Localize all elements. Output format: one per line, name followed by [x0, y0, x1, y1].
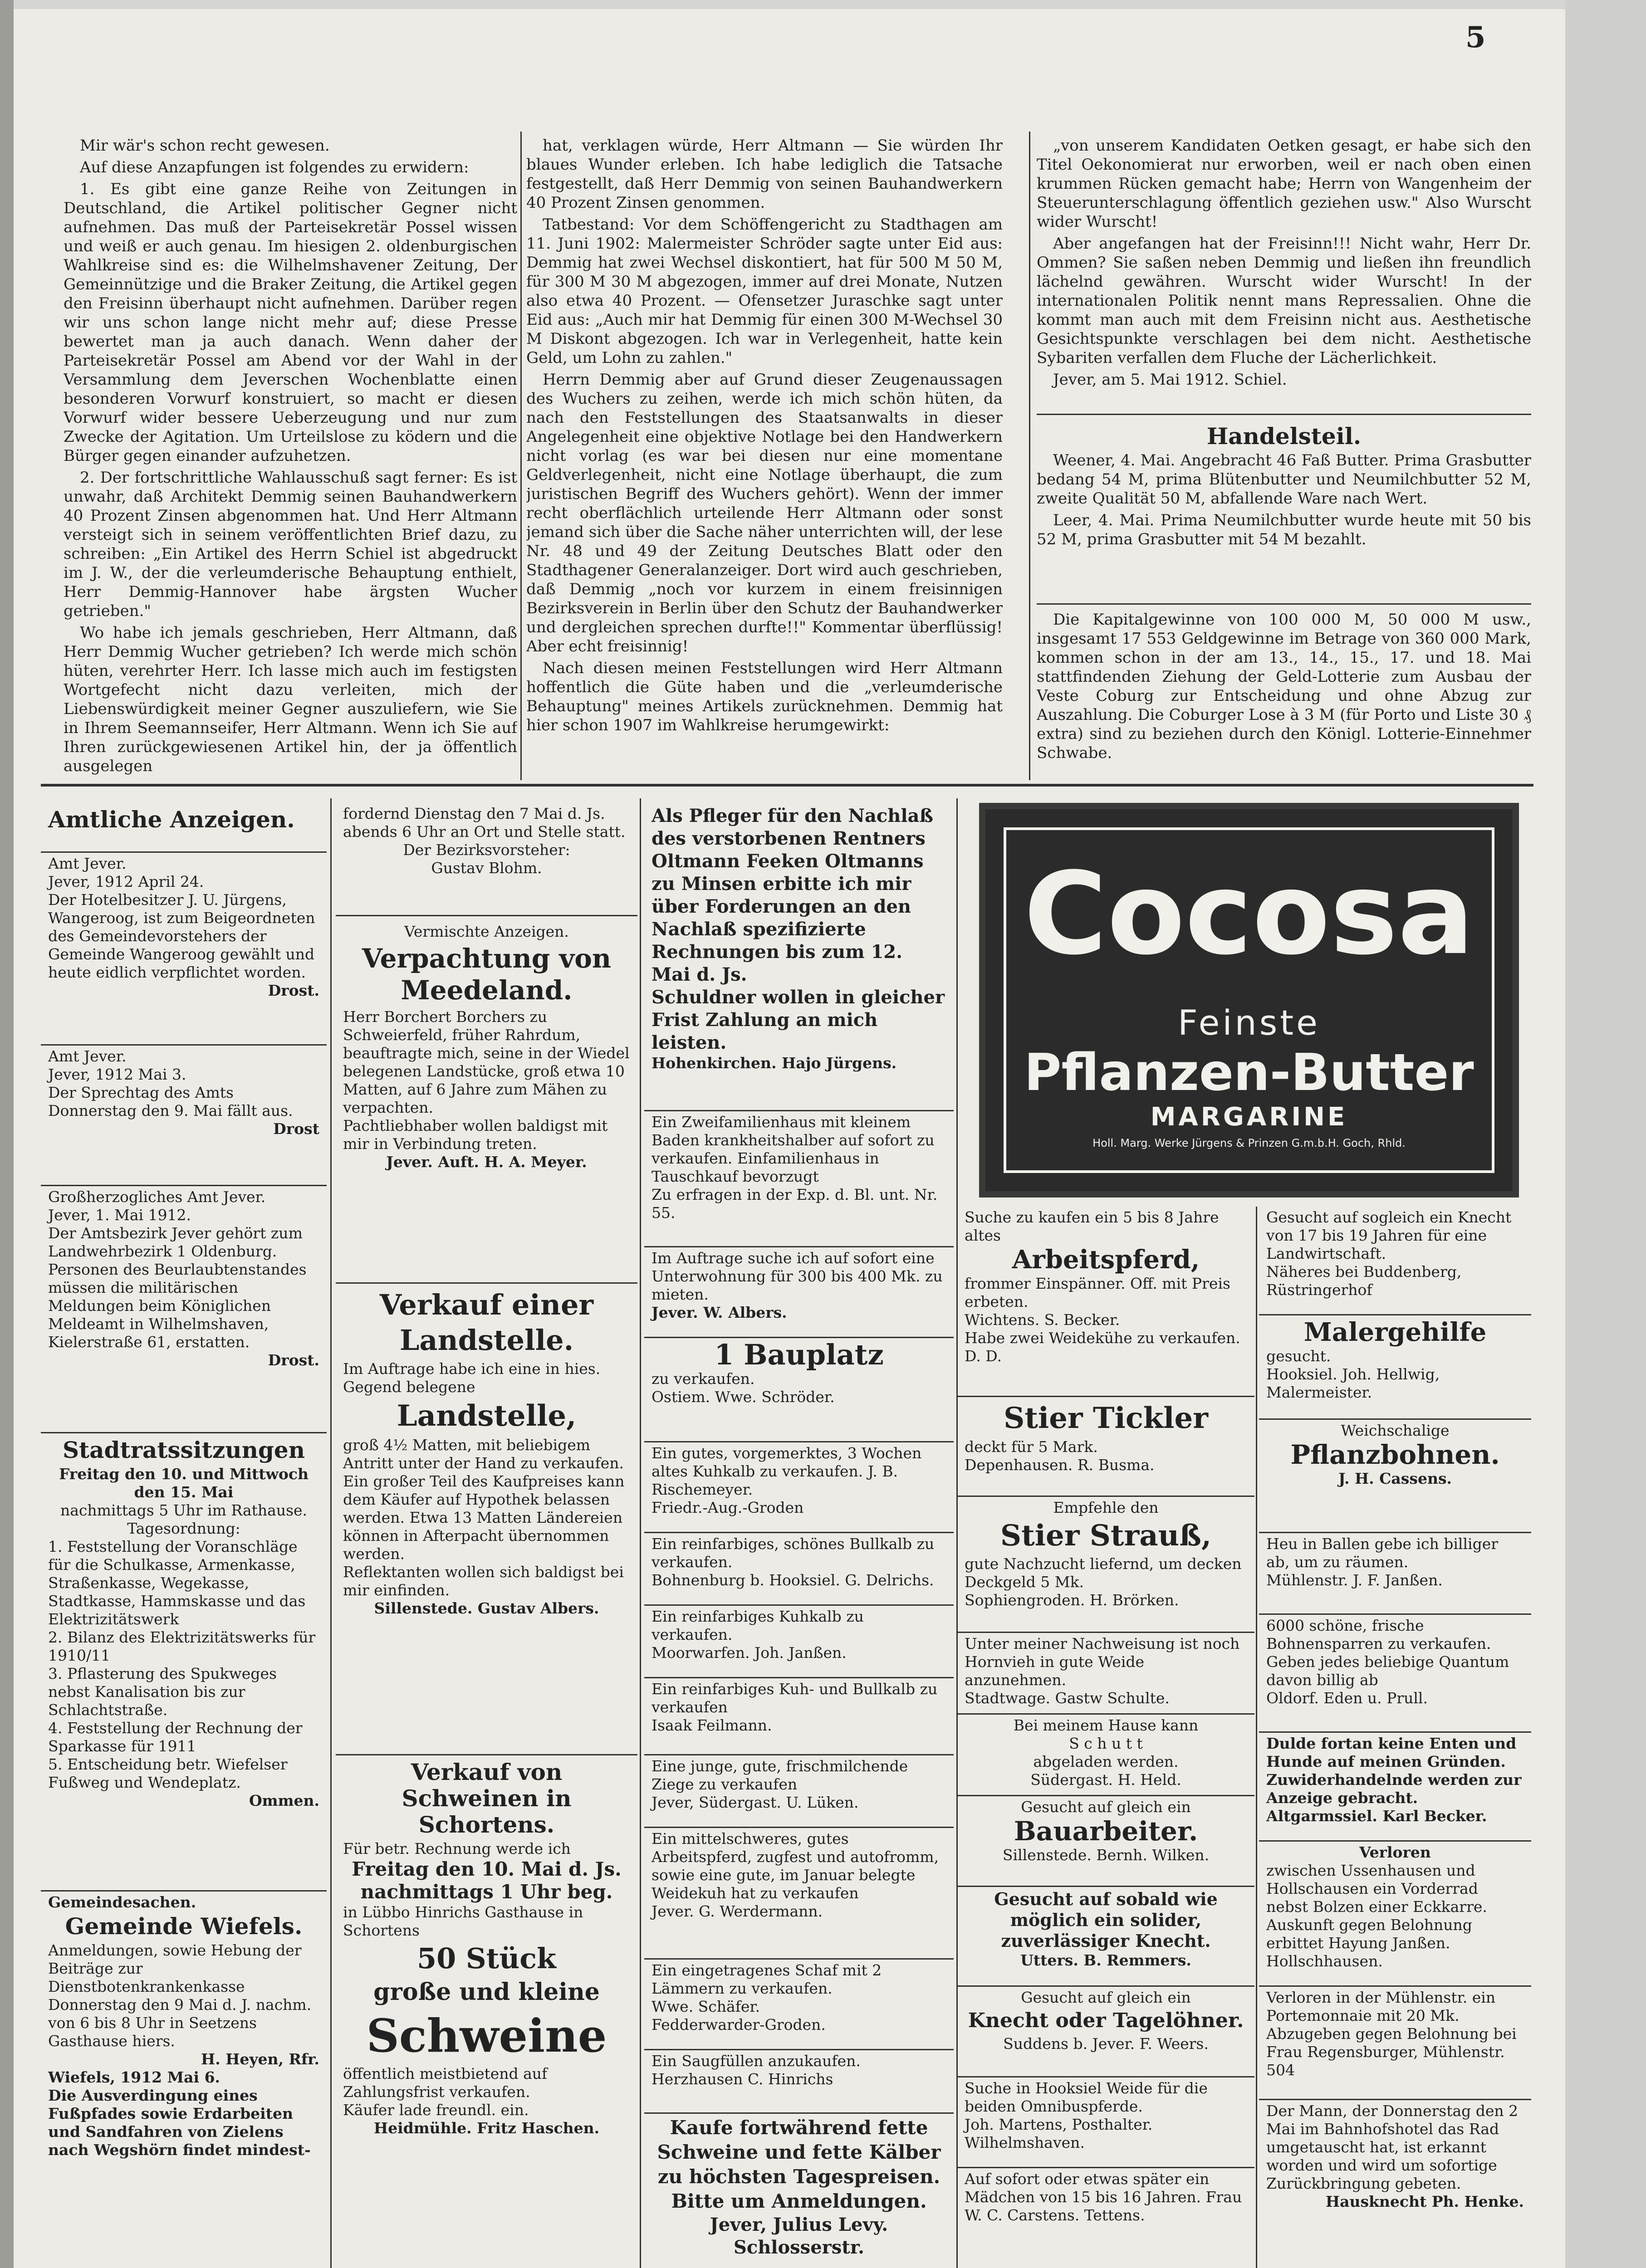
article-column-3 — [1037, 136, 1531, 408]
pflanzbohnen-title: Pflanzbohnen. — [1290, 1439, 1500, 1470]
ad-signature: Suddens b. Jever. F. Weers. — [1003, 2035, 1209, 2053]
wohnung-signature: Jever. W. Albers. — [652, 1304, 787, 1321]
market-report: Leer, 4. Mai. Prima Neumilchbutter wurde heute mit 50 bis 52 M, prima Grasbutter mit 54 M bezahlt. — [1037, 511, 1531, 548]
stadtrat-time: nachmittags 5 Uhr im Rathause. — [60, 1501, 308, 1519]
ad-text: Weichschalige — [1341, 1422, 1450, 1439]
notice-sprechtag — [41, 1046, 327, 1186]
bauplatz-text: zu verkaufen. Ostiem. Wwe. Schröder. — [652, 1370, 835, 1406]
article-paragraph: Jever, am 5. Mai 1912. Schiel. — [1053, 371, 1287, 389]
ad-text: gesucht. Hooksiel. Joh. Hellwig, Malermeister. — [1266, 1347, 1440, 1401]
ad-signature: Sillenstede. Bernh. Wilken. — [1002, 1846, 1210, 1864]
article-paragraph: Auf diese Anzapfungen ist folgendes zu erwidern: — [80, 158, 469, 176]
schweine-text-1: Für betr. Rechnung werde ich — [343, 1840, 571, 1857]
column-rule — [1256, 1207, 1257, 2268]
lottery-notice — [1037, 610, 1531, 780]
stadtrat-title: Stadtratssitzungen — [62, 1437, 305, 1463]
ad-text: Heu in Ballen gebe ich billiger ab, um zu räumen. Mühlenstr. J. F. Janßen. — [1266, 1535, 1499, 1589]
article-paragraph: Mir wär's schon recht gewesen. — [80, 137, 330, 155]
cocosa-line-maker: Holl. Marg. Werke Jürgens & Prinzen G.m.b.H. Goch, Rhld. — [1092, 1137, 1406, 1149]
agenda-item: 5. Entscheidung betr. Wiefelser Fußweg und Wendeplatz. — [48, 1755, 288, 1791]
notice-signature: Drost — [273, 1120, 319, 1138]
wiefels-text: Anmeldungen, sowie Hebung der Beiträge zur Dienstbotenkrankenkasse Donnerstag den 9 Mai d. J. nachm. von 6 bis 8 Uhr in Seetzens Gasthause hiers. — [48, 1941, 312, 2050]
landstelle-title: Verkauf einer Landstelle. — [379, 1288, 594, 1357]
agenda-item: 1. Feststellung der Voranschläge für die Schulkasse, Armenkasse, Straßenkasse, Wegekasse, Stadtkasse, Hammskasse und das Elektrizitätswerk — [48, 1538, 306, 1628]
ad-zweifamilienhaus — [644, 1111, 954, 1247]
verpachtung-title: Verpachtung von Meedeland. — [362, 943, 612, 1006]
notice-text: Großherzogliches Amt Jever. Jever, 1. Mai 1912. Der Amtsbezirk Jever gehört zum Landwehrbezirk 1 Oldenburg. Personen des Beurlaubtenstandes müssen die militärischen Meldungen beim Königlichen Meldeamt in Wilhelmshaven, Kielerstraße 61, erstatten. — [48, 1188, 307, 1351]
market-report: Weener, 4. Mai. Angebracht 46 Faß Butter. Prima Grasbutter bedang 54 M, prima Blütenbutter und Neumilchbutter 52 M, zweite Qualität 50 M, abfallende Ware nach Wert. — [1037, 451, 1531, 508]
agenda-item: 4. Feststellung der Rechnung der Sparkasse für 1911 — [48, 1719, 303, 1755]
schweine-date: Freitag den 10. Mai d. Js. nachmittags 1 Uhr beg. — [352, 1858, 622, 1903]
page-number: 5 — [1465, 20, 1486, 54]
landstelle-signature: Sillenstede. Gustav Albers. — [374, 1599, 599, 1617]
column-rule — [1029, 132, 1030, 780]
levy-text: Kaufe fortwährend fette Schweine und fette Kälber zu höchsten Tagespreisen. Bitte um Anmeldungen. — [657, 2116, 941, 2212]
verpachtung-text: Herr Borchert Borchers zu Schweierfeld, früher Rahrdum, beauftragte mich, seine in der Wiedel belegenen Landstücke, groß etwa 10 Matten, auf 6 Jahre zum Mähen zu verpachten. Pachtliebhaber wollen baldigst mit mir in Verbindung treten. — [343, 1008, 630, 1153]
ad-text: Ein reinfarbiges Kuh- und Bullkalb zu verkaufen Isaak Feilmann. — [652, 1680, 938, 1734]
column-rule — [330, 798, 332, 2268]
ad-knecht-landwirtschaft — [1259, 1207, 1531, 1315]
article-paragraph: Tatbestand: Vor dem Schöffengericht zu Stadthagen am 11. Juni 1902: Malermeister Schröder sagte unter Eid aus: Demmig hat zwei Wechsel diskontiert, hat für 500 M 50 M, für 300 M 30 M abgezogen, immer auf drei Monate, Nutzen also etwa 40 Prozent. — Ofensetzer Juraschke sagt unter Eid aus: „Auch mir hat Demmig für einen 300 M-Wechsel 30 M Diskont abgezogen. Ich war in Verlegenheit, hatte kein Geld, um Lohn zu zahlen." — [526, 215, 1003, 367]
column-rule — [640, 798, 641, 2268]
article-paragraph: Nach diesen meinen Feststellungen wird Herr Altmann hoffentlich die Güte haben und die „verleumderische Behauptung" meines Artikels zurücknehmen. Demmig hat hier schon 1907 im Wahlkreise herumgewirkt: — [526, 659, 1003, 734]
tageloehner-title: Knecht oder Tagelöhner. — [968, 2009, 1244, 2032]
article-paragraph: hat, verklagen würde, Herr Altmann — Sie würden Ihr blaues Wunder erleben. Ich habe lediglich die Tatsache festgestellt, daß Herr Demmig von seinen Bauhandwerkern 40 Prozent Zinsen genommen. — [526, 137, 1003, 212]
ad-text: Unter meiner Nachweisung ist noch Hornvieh in gute Weide anzunehmen. Stadtwage. Gastw Schulte. — [965, 1635, 1240, 1707]
section-rule — [1037, 414, 1531, 415]
bezirk-text: fordernd Dienstag den 7 Mai d. Js. abends 6 Uhr an Ort und Stelle statt. — [343, 805, 626, 841]
ad-knecht — [957, 1887, 1254, 1987]
ad-pflanzbohnen — [1259, 1420, 1531, 1533]
schweine-big-3: Schweine — [366, 2009, 607, 2063]
ad-text: Ein eingetragenes Schaf mit 2 Lämmern zu verkaufen. Wwe. Schäfer. Fedderwarder-Groden. — [652, 1961, 882, 2033]
notice-text: Amt Jever. Jever, 1912 April 24. Der Hotelbesitzer J. U. Jürgens, Wangeroog, ist zum Beigeordneten des Gemeindevorstehers der Gemeinde Wangeroog gewählt und heute eidlich verpflichtet worden. — [48, 855, 315, 981]
schweine-title: Verkauf von Schweinen in Schortens. — [402, 1759, 572, 1838]
ad-text: Ein Saugfüllen anzukaufen. Herzhausen C. Hinrichs — [652, 2052, 861, 2088]
bezirk-signature-title: Der Bezirksvorsteher: — [403, 841, 570, 859]
cocosa-frame — [1004, 827, 1494, 1173]
ad-text: zwischen Ussenhausen und Hollschausen ein Vorderrad nebst Bolzen einer Eckkarre. Auskunft gegen Belohnung erbittet Hayung Janßen. Hollschhausen. — [1266, 1862, 1487, 1970]
ad-bullkalb — [644, 1533, 954, 1606]
ad-nachlass — [644, 803, 954, 1111]
agenda-item: 3. Pflasterung des Spukweges nebst Kanalisation bis zur Schlachtstraße. — [48, 1665, 277, 1719]
ad-signature: J. H. Cassens. — [1338, 1470, 1452, 1487]
ad-signature: Utters. B. Remmers. — [1020, 1951, 1191, 1969]
ad-levy — [644, 2114, 954, 2268]
ad-tageloehner — [957, 1987, 1254, 2077]
agenda-item: 2. Bilanz des Elektrizitätswerks für 1910/11 — [48, 1628, 316, 1664]
stier-strauss-title: Stier Strauß, — [1000, 1519, 1212, 1553]
article-paragraph: 2. Der fortschrittliche Wahlausschuß sagt ferner: Es ist unwahr, daß Architekt Demmig seinen Bauhandwerkern 40 Prozent Zinsen abgenommen hat. Und Herr Altmann versteigt sich in seinem veröffentlichten Brief dazu, zu schreiben: „Ein Artikel des Herrn Schiel ist abgedruckt im J. W., der die verleumderische Behauptung enthielt, Herr Demmig-Hannover habe ärgsten Wucher getrieben." — [64, 469, 517, 620]
landstelle-big: Landstelle, — [397, 1399, 577, 1433]
article-paragraph: 1. Es gibt eine ganze Reihe von Zeitungen in Deutschland, die Artikel politischer Gegner nicht aufnehmen. Das muß der Parteisekretär Possel wissen und weiß er auch genau. Im hiesigen 2. oldenburgischen Wahlkreise sind es: die Wilhelmshavener Zeitung, Der Gemeinnützige und die Braker Zeitung, die Artikel gegen den Freisinn überhaupt nicht aufnehmen. Darüber regen wir uns schon lange nicht mehr auf; diese Presse bewertet man ja auch danach. Wenn daher der Parteisekretär Possel am Abend vor der Wahl in der Versammlung dem Jeverschen Wochenblatte einen besonderen Vorwurf konstruiert, so macht er diesen Vorwurf wider bessere Ueberzeugung und nur zum Zwecke der Agitation. Um Urteilslose zu ködern und die Bürger gegen einander aufzuhetzen. — [64, 180, 517, 465]
section-rule — [1037, 603, 1531, 605]
cocosa-logo: Cocosa — [1024, 848, 1475, 980]
verpachtung-signature: Jever. Auft. H. A. Meyer. — [386, 1153, 587, 1171]
schweine-big-1: 50 Stück — [416, 1942, 557, 1975]
article-paragraph: Wo habe ich jemals geschrieben, Herr Altmann, daß Herr Demmig Wucher getrieben? Ich werde mich schön hüten, verehrter Herr. Ich lasse mich auch im festigsten Wortgefecht nicht dazu verleiten, mich der Liebenswürdigkeit meiner Gegner auszuliefern, wie Sie in Ihrem Seemannseifer, Herr Altmann. Wenn ich Sie auf Ihren zurückgewiesenen Artikel hin, der ja öffentlich ausgelegen — [64, 624, 517, 775]
column-rule — [520, 132, 522, 780]
stadtrat-notice — [41, 1433, 327, 1892]
cocosa-line-feinste: Feinste — [1178, 1002, 1320, 1043]
amtliche-title: Amtliche Anzeigen. — [48, 806, 295, 833]
schweine-signature: Heidmühle. Fritz Haschen. — [373, 2119, 600, 2137]
ad-arbeitspferd-kuh — [644, 1828, 954, 1960]
ad-ziege — [644, 1755, 954, 1828]
notice-signature: Drost. — [268, 1351, 319, 1369]
ad-hornvieh — [957, 1633, 1254, 1715]
ad-heu — [1259, 1533, 1531, 1615]
ad-unterwohnung — [644, 1247, 954, 1338]
article-column-2 — [526, 136, 1003, 785]
ad-schutt — [957, 1715, 1254, 1796]
ad-text: Dulde fortan keine Enten und Hunde auf meinen Gründen. Zuwiderhandelnde werden zur Anzeige gebracht. Altgarmssiel. Karl Becker. — [1266, 1735, 1522, 1825]
ad-verpachtung — [336, 921, 637, 1284]
ad-schaf — [644, 1960, 954, 2050]
levy-signature: Jever, Julius Levy. Schlosserstr. — [710, 2214, 888, 2258]
ad-text: Suche zu kaufen ein 5 bis 8 Jahre altes — [965, 1208, 1219, 1244]
cocosa-line-pflanzenbutter: Pflanzen-Butter — [1024, 1043, 1474, 1102]
arbeitspferd-big: Arbeitspferd, — [1012, 1245, 1200, 1275]
ad-rad — [1259, 2100, 1531, 2263]
schweine-text-3: öffentlich meistbietend auf Zahlungsfrist verkaufen. Käufer lade freundl. ein. — [343, 2065, 548, 2119]
bauarbeiter-title: Bauarbeiter. — [1014, 1816, 1198, 1847]
notice-signature: Drost. — [268, 982, 319, 999]
landstelle-text-1: Im Auftrage habe ich eine in hies. Gegend belegene — [343, 1360, 601, 1396]
notice-hotelbesitzer — [41, 853, 327, 1046]
notice-text: Amt Jever. Jever, 1912 Mai 3. Der Sprechtag des Amts Donnerstag den 9. Mai fällt aus. — [48, 1047, 293, 1119]
ad-text: Gesucht auf sobald wie möglich ein solider, zuverlässiger Knecht. — [994, 1889, 1218, 1951]
wiefels-tail: Die Ausverdingung eines Fußpfades sowie Erdarbeiten und Sandfahren von Zielens nach Wegshörn findet mindest- — [48, 2087, 311, 2159]
scan-margin — [1565, 0, 1646, 2268]
ad-verloren-portemonnaie — [1259, 1987, 1531, 2100]
ad-text: Auf sofort oder etwas später ein Mädchen von 15 bis 16 Jahren. Frau W. C. Carstens. Tettens. — [965, 2170, 1242, 2224]
wiefels-signature: H. Heyen, Rfr. — [201, 2050, 319, 2068]
ad-signature: Hausknecht Ph. Henke. — [1325, 2193, 1524, 2210]
stadtrat-dates: Freitag den 10. und Mittwoch den 15. Mai — [59, 1465, 309, 1501]
ad-text: Ein reinfarbiges Kuhkalb zu verkaufen. Moorwarfen. Joh. Janßen. — [652, 1608, 864, 1662]
ad-text: Empfehle den — [1053, 1499, 1159, 1516]
schweine-big-2: große und kleine — [373, 1978, 600, 2006]
amtliche-header — [41, 803, 327, 853]
ad-bauplatz — [644, 1338, 954, 1442]
ad-title: Verloren — [1359, 1843, 1431, 1861]
landstelle-text-2: groß 4½ Matten, mit beliebigem Antritt unter der Hand zu verkaufen. Ein großer Teil des Kaufpreises kann dem Käufer auf Hypothek belassen werden. Etwa 13 Matten Ländereien können in Afterpacht übernommen werden. Reflektanten wollen sich baldigst bei mir einfinden. — [343, 1436, 625, 1599]
bezirk-signature-name: Gustav Blohm. — [431, 859, 542, 877]
haus-text: Ein Zweifamilienhaus mit kleinem Baden krankheitshalber auf sofort zu verkaufen. Einfamilienhaus in Tauschkauf bevorzugt Zu erfragen in der Exp. d. Bl. unt. Nr. 55. — [652, 1113, 938, 1222]
ad-text: 6000 schöne, frische Bohnensparren zu verkaufen. Geben jedes beliebige Quantum davon billig ab Oldorf. Eden u. Prull. — [1266, 1617, 1509, 1707]
lottery-text: Die Kapitalgewinne von 100 000 M, 50 000 M usw., insgesamt 17 553 Geldgewinne im Betrage von 360 000 Mark, kommen schon in der am 13., 14., 15., 17. und 18. Mai stattfindenden Ziehung der Geld-Lotterie zum Ausbau der Veste Coburg zur Entscheidung und ohne Abzug zur Auszahlung. Die Coburger Lose à 3 M (für Porto und Liste 30 ₰ extra) sind zu beziehen durch den Königl. Lotterie-Einnehmer Schwabe. — [1037, 611, 1531, 762]
schweine-text-2: in Lübbo Hinrichs Gasthause in Schortens — [343, 1903, 583, 1939]
ad-saugfuellen — [644, 2050, 954, 2114]
ad-kuhkalb-2 — [644, 1606, 954, 1678]
ad-text: Gesucht auf gleich ein — [1021, 1798, 1191, 1816]
ad-text: Suche in Hooksiel Weide für die beiden Omnibuspferde. Joh. Martens, Posthalter. Wilhelmshaven. — [965, 2079, 1208, 2151]
ad-text: Der Mann, der Donnerstag den 2 Mai im Bahnhofshotel das Rad umgetauscht hat, ist erkannt worden und wird um sofortige Zurückbringung gebeten. — [1266, 2102, 1519, 2192]
main-section-divider — [41, 784, 1533, 787]
ad-omnibuspferde — [957, 2077, 1254, 2168]
vermischte-title: Vermischte Anzeigen. — [404, 923, 569, 940]
wiefels-date: Wiefels, 1912 Mai 6. — [48, 2068, 220, 2086]
ad-bauarbeiter — [957, 1796, 1254, 1887]
handelsteil-section — [1037, 422, 1531, 603]
ad-text: frommer Einspänner. Off. mit Preis erbeten. Wichtens. S. Becker. Habe zwei Weidekühe zu verkaufen. D. D. — [965, 1275, 1240, 1365]
bezirk-notice — [336, 803, 637, 916]
ad-text: Gesucht auf gleich ein — [1021, 1989, 1191, 2006]
ad-landstelle — [336, 1284, 637, 1755]
malergehilfe-title: Malergehilfe — [1303, 1317, 1487, 1347]
ad-text: Bei meinem Hause kann S c h u t t abgeladen werden. Südergast. H. Held. — [1013, 1716, 1199, 1789]
article-paragraph: „von unserem Kandidaten Oetken gesagt, er habe sich den Titel Oekonomierat nur erworben, weil er nach oben einen krummen Rücken gemacht habe; Herrn von Wangenheim der Steuerunterschlagung öffentlich geziehen usw." Also Wurscht wider Wurscht! — [1037, 137, 1531, 231]
ad-bohnensparren — [1259, 1615, 1531, 1733]
binding-edge — [0, 0, 14, 2268]
stadtrat-signature: Ommen. — [249, 1792, 319, 1809]
article-column-1 — [64, 136, 517, 794]
ad-verloren-vorderrad — [1259, 1842, 1531, 1987]
gemeinde-title: Gemeindesachen. — [48, 1893, 196, 1911]
bauplatz-title: 1 Bauplatz — [714, 1338, 884, 1371]
cocosa-advertisement — [979, 803, 1519, 1198]
nachlass-signature: Hohenkirchen. Hajo Jürgens. — [652, 1054, 897, 1072]
ad-text: Ein mittelschweres, gutes Arbeitspferd, zugfest und autofromm, sowie eine gute, im Januar belegte Weidekuh hat zu verkaufen Jever. G. Werdermann. — [652, 1830, 939, 1920]
ad-arbeitspferd — [957, 1207, 1254, 1397]
ad-stier-strauss — [957, 1497, 1254, 1633]
stier-tickler-title: Stier Tickler — [1004, 1401, 1208, 1435]
wohnung-text: Im Auftrage suche ich auf sofort eine Unterwohnung für 300 bis 400 Mk. zu mieten. — [652, 1249, 943, 1303]
ad-malergehilfe — [1259, 1315, 1531, 1420]
ad-kuhkalb-1 — [644, 1442, 954, 1533]
nachlass-text: Als Pfleger für den Nachlaß des verstorbenen Rentners Oltmann Feeken Oltmanns zu Minsen erbitte ich mir über Forderungen an den Nachlaß spezifizierte Rechnungen bis zum 12. Mai d. Js. Schuldner wollen in gleicher Frist Zahlung an mich leisten. — [652, 805, 945, 1053]
ad-text: Eine junge, gute, frischmilchende Ziege zu verkaufen Jever, Südergast. U. Lüken. — [652, 1757, 908, 1811]
ad-stier-tickler — [957, 1397, 1254, 1497]
gemeindesachen — [41, 1892, 327, 2268]
article-paragraph: Aber angefangen hat der Freisinn!!! Nicht wahr, Herr Dr. Ommen? Sie saßen neben Demmig und ließen ihn freundlich lächelnd gewähren. Wurscht wider Wurscht! In der internationalen Politik nennt mans Repressalien. Ohne die kommt man auch mit dem Freisinn nicht aus. Aesthetische Gesichtspunkte verschlagen bei dem nicht. Aesthetische Sybariten verfallen dem Fluche der Lächerlichkeit. — [1037, 235, 1531, 367]
ad-text: Verloren in der Mühlenstr. ein Portemonnaie mit 20 Mk. Abzugeben gegen Belohnung bei Frau Regensburger, Mühlenstr. 504 — [1266, 1989, 1517, 2079]
ad-schweine — [336, 1755, 637, 2268]
ad-text: deckt für 5 Mark. Depenhausen. R. Busma. — [965, 1438, 1155, 1474]
handelsteil-title: Handelsteil. — [1206, 423, 1362, 450]
cocosa-line-margarine: MARGARINE — [1150, 1102, 1348, 1132]
article-paragraph: Herrn Demmig aber auf Grund dieser Zeugenaussagen des Wuchers zu zeihen, werde ich mich schön hüten, da nach den Feststellungen des Staatsanwalts in dieser Angelegenheit eine objektive Notlage bei den Handwerkern nicht vorlag (es war bei diesen nur eine momentane Geldverlegenheit, nicht eine Notlage überhaupt, die zum juristischen Begriff des Wuchers gehört). Wenn der immer recht oberflächlich urteilende Herr Altmann oder sonst jemand sich über die Sache näher unterrichten will, der lese Nr. 48 und 49 der Zeitung Deutsches Blatt oder den Stadthagener Generalanzeiger. Dort wird auch geschrieben, daß Demmig „noch vor kurzem in einem freisinnigen Bezirksverein in Berlin über den Schutz der Bauhandwerker und dergleichen sprechen durfte!!" Kommentar überflüssig! Aber echt freisinnig! — [526, 371, 1003, 655]
ad-text: Ein gutes, vorgemerktes, 3 Wochen altes Kuhkalb zu verkaufen. J. B. Rischemeyer. Friedr.-Aug.-Groden — [652, 1444, 922, 1516]
ad-maedchen — [957, 2168, 1254, 2268]
ad-text: gute Nachzucht liefernd, um decken Deckgeld 5 Mk. Sophiengroden. H. Brörken. — [965, 1555, 1242, 1609]
wiefels-title: Gemeinde Wiefels. — [65, 1913, 303, 1940]
notice-landwehr — [41, 1186, 327, 1433]
ad-text: Ein reinfarbiges, schönes Bullkalb zu verkaufen. Bohnenburg b. Hooksiel. G. Delrichs. — [652, 1535, 935, 1589]
ad-enten-hunde — [1259, 1733, 1531, 1842]
ad-text: Gesucht auf sogleich ein Knecht von 17 bis 19 Jahren für eine Landwirtschaft. Näheres bei Buddenberg, Rüstringerhof — [1266, 1208, 1512, 1299]
ad-kuh-bullkalb — [644, 1678, 954, 1755]
tagesordnung-title: Tagesordnung: — [127, 1520, 240, 1537]
